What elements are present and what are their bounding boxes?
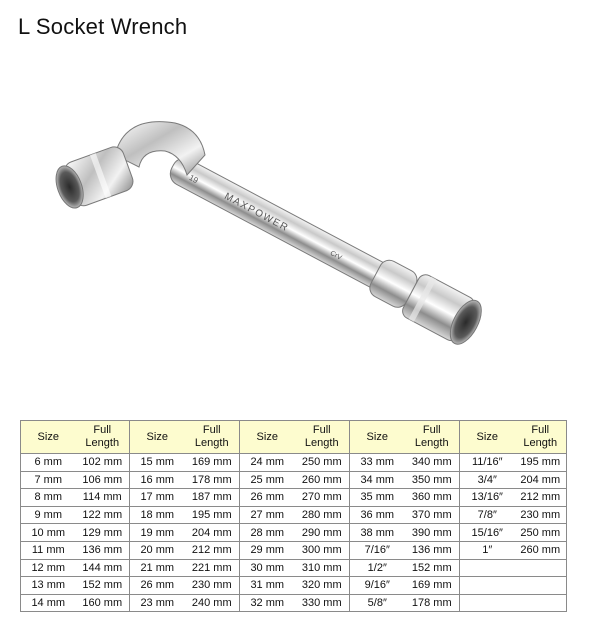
- full-length-cell: 230 mm: [515, 506, 567, 524]
- size-cell: 1/2″: [350, 559, 405, 577]
- size-cell: 35 mm: [350, 489, 405, 507]
- size-cell: 7/16″: [350, 541, 405, 559]
- size-cell: 30 mm: [240, 559, 295, 577]
- full-length-cell: 152 mm: [76, 577, 130, 595]
- full-length-cell: 270 mm: [295, 489, 350, 507]
- size-cell: 7 mm: [21, 471, 76, 489]
- size-cell: 19 mm: [130, 524, 185, 542]
- size-cell: 9/16″: [350, 577, 405, 595]
- header-full-length-line1: Full: [531, 424, 550, 436]
- full-length-cell: 230 mm: [185, 577, 240, 595]
- header-size: Size: [350, 421, 405, 454]
- size-table: [20, 420, 567, 612]
- size-cell: 12 mm: [21, 559, 76, 577]
- full-length-cell: 114 mm: [76, 489, 130, 507]
- table-row: [21, 594, 567, 612]
- size-cell: 1″: [460, 541, 515, 559]
- full-length-cell: 187 mm: [185, 489, 240, 507]
- header-size: Size: [21, 421, 76, 454]
- size-cell: 13 mm: [21, 577, 76, 595]
- size-cell: 33 mm: [350, 454, 405, 472]
- full-length-cell: 250 mm: [295, 454, 350, 472]
- header-full-length-line1: Full: [93, 424, 112, 436]
- full-length-cell: 144 mm: [76, 559, 130, 577]
- full-length-cell: 260 mm: [515, 541, 567, 559]
- full-length-cell: [515, 594, 567, 612]
- table-row: [21, 577, 567, 595]
- table-row: [21, 489, 567, 507]
- header-full-length-line2: Length: [414, 437, 449, 449]
- size-cell: 28 mm: [240, 524, 295, 542]
- size-cell: [460, 559, 515, 577]
- full-length-cell: 240 mm: [185, 594, 240, 612]
- full-length-cell: 212 mm: [185, 541, 240, 559]
- size-cell: 31 mm: [240, 577, 295, 595]
- size-cell: 36 mm: [350, 506, 405, 524]
- header-full-length-line2: Length: [523, 437, 558, 449]
- full-length-cell: 178 mm: [185, 471, 240, 489]
- full-length-cell: 169 mm: [405, 577, 460, 595]
- full-length-cell: [515, 559, 567, 577]
- header-full-length-line1: Full: [422, 424, 441, 436]
- full-length-cell: 122 mm: [76, 506, 130, 524]
- size-cell: [460, 577, 515, 595]
- size-cell: 9 mm: [21, 506, 76, 524]
- full-length-cell: 250 mm: [515, 524, 567, 542]
- full-length-cell: 169 mm: [185, 454, 240, 472]
- size-cell: 16 mm: [130, 471, 185, 489]
- table-row: [21, 559, 567, 577]
- table-row: [21, 541, 567, 559]
- full-length-cell: 390 mm: [405, 524, 460, 542]
- table-row: [21, 506, 567, 524]
- header-full-length: [295, 421, 350, 454]
- full-length-cell: [515, 577, 567, 595]
- size-cell: 13/16″: [460, 489, 515, 507]
- size-cell: 11 mm: [21, 541, 76, 559]
- header-full-length-line1: Full: [312, 424, 331, 436]
- size-cell: 10 mm: [21, 524, 76, 542]
- size-cell: 23 mm: [130, 594, 185, 612]
- l-socket-wrench-image: [55, 95, 515, 385]
- full-length-cell: 152 mm: [405, 559, 460, 577]
- size-cell: 3/4″: [460, 471, 515, 489]
- full-length-cell: 136 mm: [405, 541, 460, 559]
- full-length-cell: 129 mm: [76, 524, 130, 542]
- header-full-length-line2: Length: [194, 437, 229, 449]
- size-cell: 18 mm: [130, 506, 185, 524]
- full-length-cell: 350 mm: [405, 471, 460, 489]
- size-engraving: 19: [187, 173, 200, 186]
- table-header-row: [21, 421, 567, 454]
- table-row: [21, 471, 567, 489]
- full-length-cell: 310 mm: [295, 559, 350, 577]
- full-length-cell: 106 mm: [76, 471, 130, 489]
- header-full-length: [76, 421, 130, 454]
- size-cell: 6 mm: [21, 454, 76, 472]
- size-cell: 20 mm: [130, 541, 185, 559]
- full-length-cell: 360 mm: [405, 489, 460, 507]
- size-cell: 26 mm: [240, 489, 295, 507]
- size-cell: 24 mm: [240, 454, 295, 472]
- full-length-cell: 280 mm: [295, 506, 350, 524]
- size-cell: 27 mm: [240, 506, 295, 524]
- full-length-cell: 160 mm: [76, 594, 130, 612]
- size-cell: 38 mm: [350, 524, 405, 542]
- header-full-length: [185, 421, 240, 454]
- full-length-cell: 340 mm: [405, 454, 460, 472]
- size-cell: 11/16″: [460, 454, 515, 472]
- page-title: L Socket Wrench: [18, 14, 188, 39]
- full-length-cell: 290 mm: [295, 524, 350, 542]
- table-row: [21, 524, 567, 542]
- full-length-cell: 300 mm: [295, 541, 350, 559]
- size-cell: 15/16″: [460, 524, 515, 542]
- steel-engraving: CrV: [328, 250, 343, 262]
- full-length-cell: 204 mm: [515, 471, 567, 489]
- size-cell: 17 mm: [130, 489, 185, 507]
- size-cell: 5/8″: [350, 594, 405, 612]
- size-cell: 8 mm: [21, 489, 76, 507]
- header-size: Size: [240, 421, 295, 454]
- header-full-length-line2: Length: [304, 437, 339, 449]
- header-full-length-line1: Full: [202, 424, 221, 436]
- size-cell: [460, 594, 515, 612]
- full-length-cell: 178 mm: [405, 594, 460, 612]
- full-length-cell: 102 mm: [76, 454, 130, 472]
- full-length-cell: 330 mm: [295, 594, 350, 612]
- size-cell: 21 mm: [130, 559, 185, 577]
- size-cell: 32 mm: [240, 594, 295, 612]
- header-size: Size: [460, 421, 515, 454]
- header-full-length: [405, 421, 460, 454]
- full-length-cell: 195 mm: [515, 454, 567, 472]
- table-body: [21, 454, 567, 612]
- full-length-cell: 212 mm: [515, 489, 567, 507]
- header-full-length: [515, 421, 567, 454]
- full-length-cell: 370 mm: [405, 506, 460, 524]
- header-full-length-line2: Length: [85, 437, 120, 449]
- size-cell: 14 mm: [21, 594, 76, 612]
- size-cell: 7/8″: [460, 506, 515, 524]
- full-length-cell: 221 mm: [185, 559, 240, 577]
- size-cell: 34 mm: [350, 471, 405, 489]
- size-cell: 29 mm: [240, 541, 295, 559]
- size-cell: 15 mm: [130, 454, 185, 472]
- size-cell: 26 mm: [130, 577, 185, 595]
- full-length-cell: 320 mm: [295, 577, 350, 595]
- full-length-cell: 195 mm: [185, 506, 240, 524]
- full-length-cell: 204 mm: [185, 524, 240, 542]
- brand-engraving: MAXPOWER: [222, 191, 291, 235]
- table-row: [21, 454, 567, 472]
- full-length-cell: 136 mm: [76, 541, 130, 559]
- size-cell: 25 mm: [240, 471, 295, 489]
- header-size: Size: [130, 421, 185, 454]
- full-length-cell: 260 mm: [295, 471, 350, 489]
